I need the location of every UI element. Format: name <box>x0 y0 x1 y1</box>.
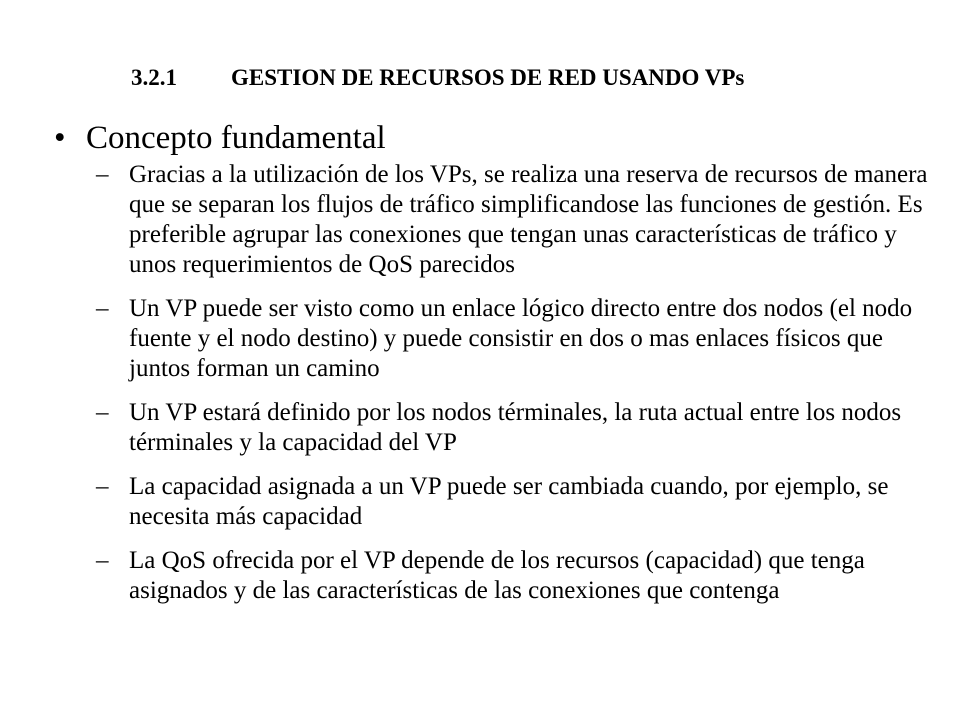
sub-bullet-5 <box>96 546 946 606</box>
dash-icon: – <box>96 295 109 322</box>
sub-bullet-text: Un VP estará definido por los nodos términales, la ruta actual entre los nodos términales y la capacidad del VP <box>129 399 902 456</box>
sub-bullet-list <box>96 160 946 620</box>
sub-bullet-4 <box>96 472 946 532</box>
main-bullet <box>54 118 386 158</box>
section-heading <box>131 62 744 94</box>
dash-icon: – <box>96 473 109 500</box>
dash-icon: – <box>96 547 109 574</box>
sub-bullet-2 <box>96 294 946 384</box>
sub-bullet-1 <box>96 160 946 280</box>
main-bullet-text: Concepto fundamental <box>86 120 386 156</box>
dash-icon: – <box>96 161 109 188</box>
section-number: 3.2.1 <box>131 65 177 90</box>
sub-bullet-text: La capacidad asignada a un VP puede ser cambiada cuando, por ejemplo, se necesita más capacidad <box>129 473 889 530</box>
sub-bullet-text: Gracias a la utilización de los VPs, se realiza una reserva de recursos de manera que se separan los flujos de tráfico simplificandose las funciones de gestión. Es preferible agrupar las conexiones que tengan unas características de tráfico y unos requerimientos de QoS parecidos <box>129 161 928 278</box>
sub-bullet-text: Un VP puede ser visto como un enlace lógico directo entre dos nodos (el nodo fuente y el nodo destino) y puede consistir en dos o mas enlaces físicos que juntos forman un camino <box>129 295 913 382</box>
sub-bullet-3 <box>96 398 946 458</box>
dash-icon: – <box>96 399 109 426</box>
sub-bullet-text: La QoS ofrecida por el VP depende de los recursos (capacidad) que tenga asignados y de las características de las conexiones que contenga <box>129 547 865 604</box>
section-title: GESTION DE RECURSOS DE RED USANDO VPs <box>231 65 745 90</box>
bullet-icon: • <box>54 120 66 156</box>
